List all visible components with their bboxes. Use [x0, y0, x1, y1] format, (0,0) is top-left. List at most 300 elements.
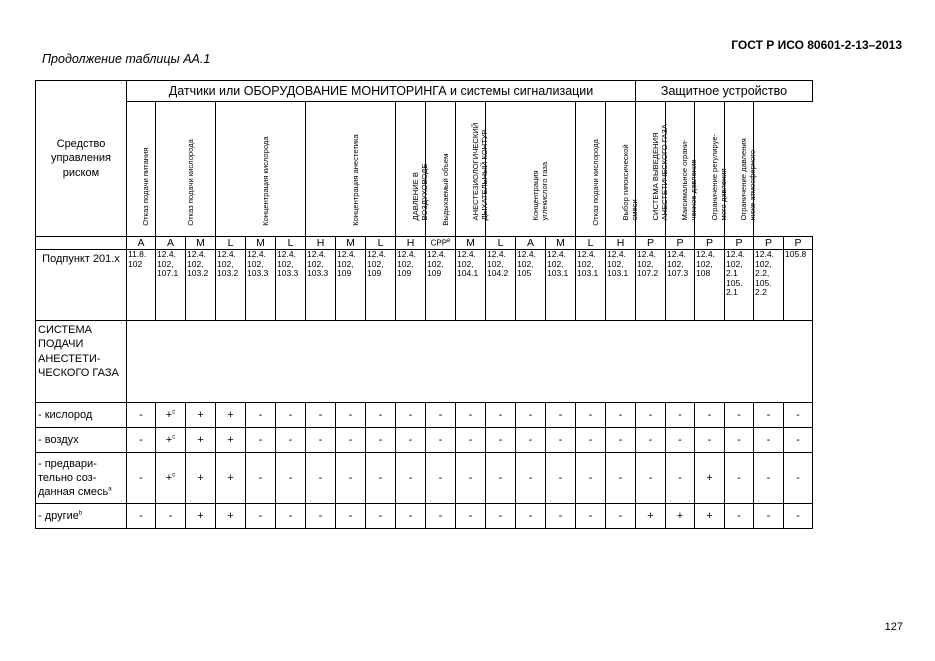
mark-value: + — [165, 434, 173, 446]
column-header-vertical — [636, 102, 669, 237]
row-label — [36, 453, 127, 504]
mark-value: - — [288, 472, 293, 484]
column-letter-text: L — [377, 237, 384, 249]
column-letter-text: M — [466, 237, 475, 249]
column-letter — [336, 237, 366, 250]
mark-value: - — [678, 434, 682, 446]
subclause-ref: 12.4. 102, 109 — [396, 250, 426, 321]
mark-value: - — [648, 409, 653, 421]
subclause-ref: 12.4. 102, 103.2 — [186, 250, 216, 321]
mark-cell — [725, 428, 754, 453]
mark-cell — [396, 428, 426, 453]
column-header-vertical — [306, 102, 396, 237]
mark-cell — [666, 403, 695, 428]
mark-value: - — [766, 510, 771, 522]
mark-value: - — [318, 434, 323, 446]
mark-cell — [396, 453, 426, 504]
mark-value: - — [258, 472, 263, 484]
mark-cell — [546, 403, 576, 428]
protective-device-group-header: Защитное устройство — [636, 81, 813, 102]
column-header-vertical — [396, 102, 429, 237]
mark-cell — [725, 504, 754, 529]
mark-value: - — [498, 409, 503, 421]
mark-value: - — [707, 409, 712, 421]
column-letter-text: H — [406, 237, 415, 249]
mark-cell — [186, 428, 216, 453]
column-letter-text: L — [587, 237, 594, 249]
table-row — [36, 504, 813, 529]
row-label-text: - предвари- тельно соз- данная смесь — [38, 457, 109, 499]
subclause-ref: 12.4. 102, 107.2 — [636, 250, 666, 321]
mark-cell — [636, 428, 666, 453]
mark-value: - — [288, 409, 293, 421]
column-letter — [606, 237, 636, 250]
row-label — [36, 428, 127, 453]
footnote-marker: c — [172, 472, 176, 479]
table-continuation-caption: Продолжение таблицы АА.1 — [42, 52, 211, 66]
mark-value: - — [139, 434, 143, 446]
subclause-ref: 12.4. 102, 107.1 — [156, 250, 186, 321]
mark-value: - — [737, 409, 741, 421]
mark-cell — [246, 403, 276, 428]
mark-cell — [784, 453, 813, 504]
monitoring-group-header: Датчики или ОБОРУДОВАНИЕ МОНИТОРИНГА и системы сигнализации — [127, 81, 636, 102]
mark-value: - — [737, 472, 741, 484]
mark-value: - — [468, 409, 473, 421]
mark-cell — [546, 453, 576, 504]
mark-value: - — [438, 472, 443, 484]
mark-value: - — [139, 409, 143, 421]
mark-value: + — [197, 409, 204, 421]
mark-cell — [516, 403, 546, 428]
subclause-ref: 12.4. 102, 2.2, 105. 2.2 — [754, 250, 784, 321]
column-letter — [366, 237, 396, 250]
mark-cell — [276, 504, 306, 529]
mark-value: - — [618, 472, 623, 484]
mark-cell — [127, 504, 156, 529]
column-letter — [546, 237, 576, 250]
mark-cell — [695, 403, 725, 428]
mark-value: - — [558, 434, 563, 446]
column-letter — [306, 237, 336, 250]
mark-cell — [246, 504, 276, 529]
mark-value: - — [588, 434, 593, 446]
mark-cell — [366, 504, 396, 529]
table-row — [36, 403, 813, 428]
column-letter-text: P — [646, 237, 654, 249]
subclause-ref: 12.4. 102, 103.1 — [576, 250, 606, 321]
subclause-label: Подпункт 201.x — [36, 250, 127, 321]
row-label-text: - другие — [38, 509, 79, 522]
table-row — [36, 428, 813, 453]
mark-value: - — [139, 472, 143, 484]
column-letter — [516, 237, 546, 250]
mark-value: - — [288, 434, 293, 446]
mark-cell — [606, 403, 636, 428]
mark-value: + — [706, 472, 713, 484]
mark-value: - — [438, 510, 443, 522]
mark-value: - — [588, 409, 593, 421]
column-letter — [456, 237, 486, 250]
mark-value: + — [227, 472, 234, 484]
column-letter-text: M — [196, 237, 205, 249]
mark-value: - — [796, 472, 800, 484]
mark-cell — [186, 453, 216, 504]
subclause-ref: 12.4. 102, 104.2 — [486, 250, 516, 321]
column-letter — [426, 237, 456, 250]
column-letter-text: P — [735, 237, 743, 249]
mark-cell — [666, 453, 695, 504]
mark-cell — [426, 453, 456, 504]
column-header-text: Концентрация углекислого газа — [530, 161, 549, 221]
mark-cell — [216, 428, 246, 453]
mark-value: - — [648, 434, 653, 446]
column-header-vertical — [725, 102, 758, 237]
mark-cell — [426, 403, 456, 428]
mark-cell — [636, 504, 666, 529]
mark-value: + — [227, 434, 234, 446]
column-header-vertical — [695, 102, 728, 237]
mark-value: - — [378, 434, 383, 446]
mark-cell — [636, 403, 666, 428]
mark-value: - — [618, 434, 623, 446]
mark-value: - — [796, 434, 800, 446]
column-letter-text: H — [616, 237, 625, 249]
mark-value: - — [348, 510, 353, 522]
mark-cell — [576, 453, 606, 504]
subclause-ref: 12.4. 102, 105 — [516, 250, 546, 321]
column-letter-text: M — [256, 237, 265, 249]
mark-value: - — [468, 472, 473, 484]
column-header-text: Ограничение давления ниже атмосферного — [739, 138, 758, 221]
mark-cell — [636, 453, 666, 504]
mark-cell — [456, 504, 486, 529]
mark-cell — [246, 428, 276, 453]
mark-value: - — [678, 472, 682, 484]
mark-value: - — [737, 434, 741, 446]
column-letter-text: P — [764, 237, 772, 249]
column-letter-text: M — [346, 237, 355, 249]
standard-id: ГОСТ Р ИСО 80601-2-13–2013 — [731, 38, 902, 52]
mark-value: + — [647, 510, 654, 522]
mark-value: - — [288, 510, 293, 522]
column-letter-text: L — [227, 237, 234, 249]
mark-value: - — [528, 510, 533, 522]
subclause-ref: 12.4. 102, 103.1 — [546, 250, 576, 321]
subclause-ref: 12.4. 102, 109 — [366, 250, 396, 321]
mark-value: + — [706, 510, 713, 522]
mark-cell — [186, 504, 216, 529]
column-header-vertical — [156, 102, 216, 237]
mark-value: - — [468, 434, 473, 446]
mark-cell — [306, 428, 336, 453]
mark-value: - — [707, 434, 712, 446]
mark-value: - — [318, 510, 323, 522]
column-header-vertical — [216, 102, 306, 237]
mark-value: - — [588, 510, 593, 522]
mark-cell — [516, 504, 546, 529]
mark-value: - — [558, 472, 563, 484]
mark-value: - — [348, 409, 353, 421]
mark-cell — [606, 504, 636, 529]
mark-cell — [127, 428, 156, 453]
mark-value: - — [378, 510, 383, 522]
column-letter — [396, 237, 426, 250]
mark-value: + — [227, 409, 234, 421]
mark-cell — [216, 403, 246, 428]
mark-value: - — [408, 409, 413, 421]
mark-value: - — [588, 472, 593, 484]
mark-value: - — [258, 434, 263, 446]
mark-value: - — [796, 510, 800, 522]
mark-cell — [606, 453, 636, 504]
mark-value: - — [468, 510, 473, 522]
mark-value: - — [498, 510, 503, 522]
mark-value: - — [528, 409, 533, 421]
mark-cell — [426, 504, 456, 529]
mark-cell — [516, 453, 546, 504]
mark-cell — [486, 504, 516, 529]
column-letter — [216, 237, 246, 250]
column-letter — [127, 237, 156, 250]
subclause-ref: 12.4. 102, 109 — [426, 250, 456, 321]
column-header-vertical — [576, 102, 606, 237]
subclause-ref: 105.8 — [784, 250, 813, 321]
mark-value: - — [558, 510, 563, 522]
mark-cell — [276, 428, 306, 453]
mark-cell — [725, 453, 754, 504]
footnote-marker: c — [172, 409, 176, 416]
mark-cell — [336, 453, 366, 504]
mark-cell — [426, 428, 456, 453]
column-letter — [754, 237, 784, 250]
mark-value: - — [438, 409, 443, 421]
mark-cell — [246, 453, 276, 504]
footnote-marker: a — [108, 486, 112, 493]
column-header-text: СИСТЕМА ВЫВЕДЕНИЯ АНЕСТЕТИЧЕСКОГО ГАЗА — [650, 124, 669, 221]
subclause-ref: 12.4. 102, 104.1 — [456, 250, 486, 321]
column-header-text: Концентрация анестетика — [350, 133, 360, 226]
mark-cell — [456, 428, 486, 453]
mark-cell — [336, 403, 366, 428]
mark-cell — [754, 428, 784, 453]
column-letter-text: L — [287, 237, 294, 249]
footnote-marker: b — [78, 510, 83, 517]
footnote-marker: c — [172, 434, 176, 441]
row-label — [36, 504, 127, 529]
mark-cell — [456, 403, 486, 428]
mark-value: - — [258, 510, 263, 522]
mark-value: - — [498, 472, 503, 484]
mark-value: - — [648, 472, 653, 484]
mark-cell — [216, 504, 246, 529]
column-letter-text: A — [166, 237, 174, 249]
mark-value: - — [318, 472, 323, 484]
row-label-text: - воздух — [38, 433, 79, 446]
mark-value: - — [348, 472, 353, 484]
mark-value: - — [528, 472, 533, 484]
mark-value: - — [618, 409, 623, 421]
column-letter-text: M — [556, 237, 565, 249]
column-letter-text: H — [316, 237, 325, 249]
column-header-text: Максимальное ограни- ченное давление — [680, 139, 699, 221]
row-label-text: - кислород — [38, 408, 93, 421]
mark-cell — [216, 453, 246, 504]
column-header-text: Выбор гипоксической смеси — [620, 144, 639, 221]
footnote-marker: e — [447, 238, 451, 245]
mark-cell — [666, 504, 695, 529]
subclause-ref: 12.4. 102, 103.3 — [306, 250, 336, 321]
column-letter — [276, 237, 306, 250]
mark-cell — [784, 504, 813, 529]
section-label: СИСТЕМА ПОДАЧИ АНЕСТЕТИ- ЧЕСКОГО ГАЗА — [36, 321, 127, 403]
mark-value: - — [378, 472, 383, 484]
subclause-ref: 12.4. 102, 108 — [695, 250, 725, 321]
mark-value: - — [618, 510, 623, 522]
table-row — [36, 453, 813, 504]
mark-cell — [546, 504, 576, 529]
column-header-vertical — [456, 102, 489, 237]
column-header-vertical — [426, 102, 456, 237]
column-header-vertical — [486, 102, 576, 237]
mark-value: - — [766, 472, 771, 484]
column-letter — [784, 237, 813, 250]
mark-value: - — [408, 472, 413, 484]
column-letter — [486, 237, 516, 250]
mark-cell — [366, 428, 396, 453]
mark-cell — [486, 428, 516, 453]
mark-cell — [396, 504, 426, 529]
mark-cell — [366, 403, 396, 428]
mark-value: - — [558, 409, 563, 421]
subclause-ref: 12.4. 102, 2.1 105. 2.1 — [725, 250, 754, 321]
mark-value: - — [766, 434, 771, 446]
mark-cell — [306, 504, 336, 529]
mark-value: - — [796, 409, 800, 421]
letter-row-empty-cell — [36, 237, 127, 250]
mark-value: - — [737, 510, 741, 522]
mark-cell — [784, 428, 813, 453]
mark-cell — [754, 453, 784, 504]
column-header-text: Ограничение регулируе- мого давления — [709, 133, 728, 221]
mark-value: + — [197, 434, 204, 446]
subclause-ref: 12.4. 102, 103.3 — [276, 250, 306, 321]
mark-value: - — [408, 434, 413, 446]
mark-value: - — [139, 510, 143, 522]
mark-value: + — [676, 510, 684, 522]
column-header-text: Отказ подачи кислорода — [590, 138, 600, 226]
column-letter-text: P — [705, 237, 713, 249]
column-header-text: Концентрация кислорода — [260, 135, 270, 226]
risk-control-table — [35, 80, 813, 529]
mark-value: - — [766, 409, 771, 421]
mark-value: - — [348, 434, 353, 446]
mark-cell — [695, 428, 725, 453]
column-letter — [725, 237, 754, 250]
mark-cell — [725, 403, 754, 428]
mark-cell — [576, 504, 606, 529]
column-header-text: Отказ подачи кислорода — [185, 138, 195, 226]
risk-control-header: Средство управления риском — [36, 81, 127, 237]
mark-cell — [666, 428, 695, 453]
mark-value: - — [258, 409, 263, 421]
mark-cell — [156, 504, 186, 529]
column-header-text: Выдыхаемый объем — [440, 153, 450, 226]
mark-value: + — [165, 409, 173, 421]
mark-value: + — [227, 510, 234, 522]
mark-value: + — [165, 472, 173, 484]
mark-value: - — [318, 409, 323, 421]
row-label — [36, 403, 127, 428]
column-letter — [186, 237, 216, 250]
column-letter — [666, 237, 695, 250]
mark-value: - — [438, 434, 443, 446]
mark-value: - — [168, 510, 173, 522]
subclause-ref: 12.4. 102, 107.3 — [666, 250, 695, 321]
column-header-text: Отказ подачи питания — [141, 147, 150, 226]
mark-cell — [754, 504, 784, 529]
column-header-vertical — [606, 102, 639, 237]
column-header-vertical — [666, 102, 699, 237]
mark-cell — [186, 403, 216, 428]
mark-cell — [486, 403, 516, 428]
mark-cell — [456, 453, 486, 504]
mark-value: + — [197, 472, 204, 484]
mark-value: + — [197, 510, 204, 522]
mark-cell — [695, 453, 725, 504]
mark-cell — [784, 403, 813, 428]
column-header-text: АНЕСТЕЗИОЛОГИЧЕСКИЙ ДЫХАТЕЛЬНЫЙ КОНТУР — [470, 122, 489, 221]
mark-cell — [576, 428, 606, 453]
subclause-ref: 12.4. 102, 103.2 — [216, 250, 246, 321]
column-letter — [576, 237, 606, 250]
mark-cell — [306, 453, 336, 504]
column-header-vertical — [127, 102, 156, 237]
subclause-ref: 12.4. 102, 103.1 — [606, 250, 636, 321]
mark-cell — [127, 453, 156, 504]
mark-cell — [486, 453, 516, 504]
mark-cell — [306, 403, 336, 428]
mark-cell — [546, 428, 576, 453]
mark-cell — [366, 453, 396, 504]
column-letter-text: P — [794, 237, 802, 249]
column-letter — [246, 237, 276, 250]
mark-value: - — [378, 409, 383, 421]
column-header-text: ДАВЛЕНИЕ В ВОЗДУХОВОДЕ — [410, 163, 429, 221]
column-letter — [636, 237, 666, 250]
mark-cell — [336, 504, 366, 529]
mark-cell — [156, 403, 186, 428]
mark-value: - — [408, 510, 413, 522]
mark-cell — [695, 504, 725, 529]
subclause-ref: 11.8. 102 — [127, 250, 156, 321]
page-number: 127 — [884, 621, 903, 633]
mark-cell — [754, 403, 784, 428]
column-letter-text: A — [137, 237, 145, 249]
mark-value: - — [498, 434, 503, 446]
column-letter-text: CPP — [430, 238, 448, 248]
subclause-ref: 12.4. 102, 103.3 — [246, 250, 276, 321]
mark-cell — [516, 428, 546, 453]
column-letter-text: A — [526, 237, 534, 249]
mark-cell — [276, 403, 306, 428]
mark-cell — [576, 403, 606, 428]
column-letter — [695, 237, 725, 250]
mark-cell — [396, 403, 426, 428]
mark-cell — [127, 403, 156, 428]
column-letter-text: L — [497, 237, 504, 249]
column-letter-text: P — [676, 237, 684, 249]
